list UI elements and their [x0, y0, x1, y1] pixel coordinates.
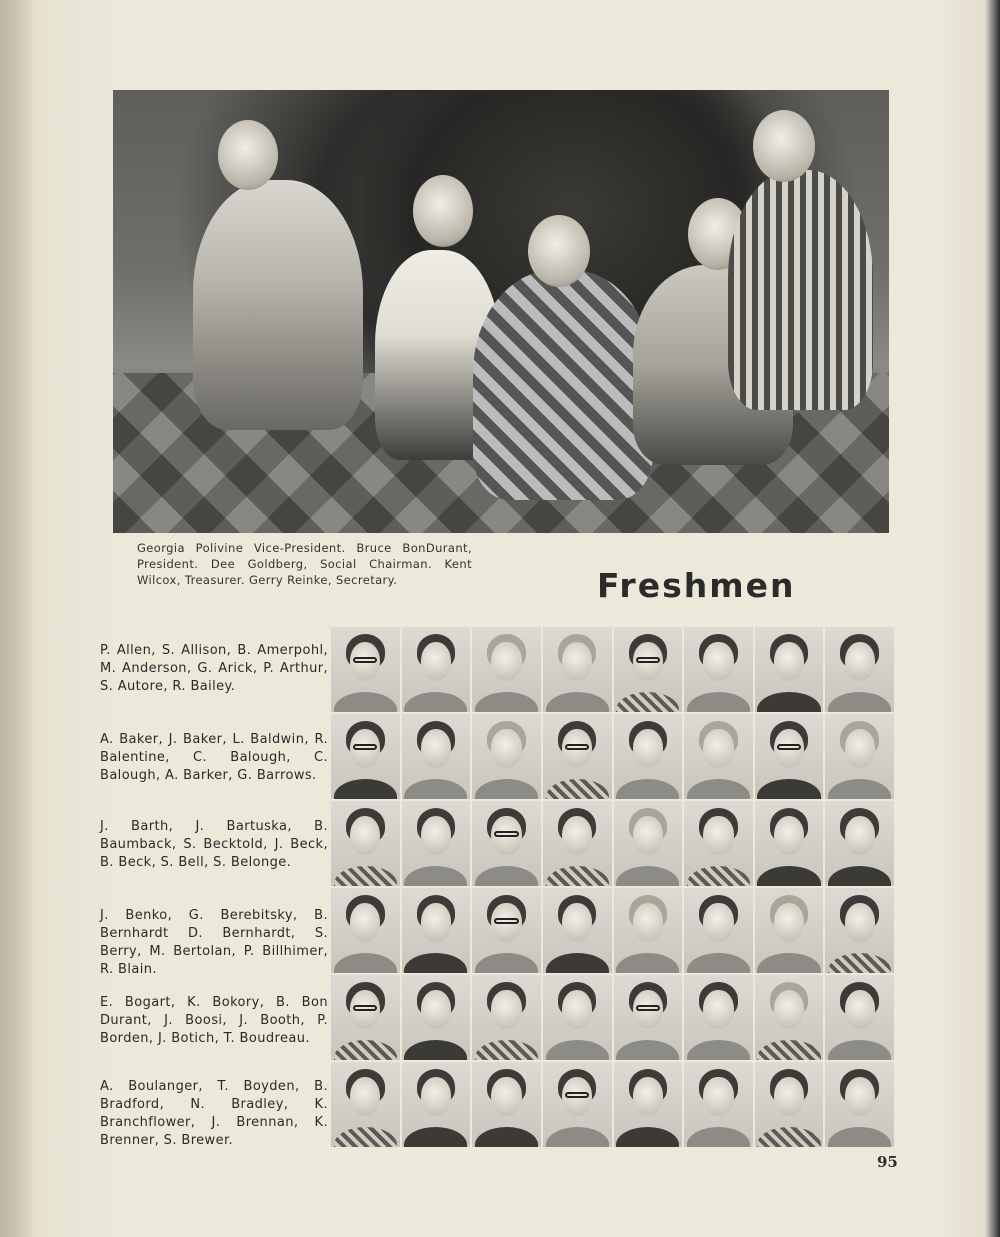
portrait [543, 975, 612, 1060]
portrait [543, 1062, 612, 1147]
section-title: Freshmen [597, 566, 796, 605]
name-row-6: A. Boulanger, T. Boyden, B. Bradford, N. Bradley, K. Branchflower, J. Brennan, K. Brenner, S. Brewer. [100, 1079, 328, 1148]
portrait [755, 1062, 824, 1147]
portrait [402, 627, 471, 712]
portrait [614, 888, 683, 973]
portrait [472, 888, 541, 973]
portrait [825, 888, 894, 973]
officers-group-photo [113, 90, 889, 533]
portrait [472, 801, 541, 886]
portrait [684, 714, 753, 799]
portrait [331, 975, 400, 1060]
portrait [825, 1062, 894, 1147]
portrait [614, 714, 683, 799]
name-row-1: P. Allen, S. Allison, B. Amerpohl, M. Anderson, G. Arick, P. Arthur, S. Autore, R. Bailey. [100, 643, 328, 694]
person-5 [728, 170, 873, 410]
portrait [402, 888, 471, 973]
portrait [331, 888, 400, 973]
name-row-5: E. Bogart, K. Bokory, B. Bon Durant, J. Boosi, J. Booth, P. Borden, J. Botich, T. Boudreau. [100, 995, 328, 1046]
portrait [755, 627, 824, 712]
portrait [825, 714, 894, 799]
name-row-4: J. Benko, G. Berebitsky, B. Bernhardt D. Bernhardt, S. Berry, M. Bertolan, P. Billhimer, R. Blain. [100, 908, 328, 977]
portrait [402, 1062, 471, 1147]
portrait [614, 627, 683, 712]
portrait [614, 801, 683, 886]
portrait-grid [331, 627, 894, 1147]
person-3 [473, 270, 653, 500]
portrait [472, 1062, 541, 1147]
photo-caption: Georgia Polivine Vice-President. Bruce BonDurant, President. Dee Goldberg, Social Chairman. Kent Wilcox, Treasurer. Gerry Reinke, Secretary. [137, 541, 472, 587]
person-5-head [753, 110, 815, 182]
portrait [331, 801, 400, 886]
portrait [614, 1062, 683, 1147]
portrait [614, 975, 683, 1060]
portrait [472, 975, 541, 1060]
portrait [331, 1062, 400, 1147]
name-row-3: J. Barth, J. Bartuska, B. Baumback, S. Becktold, J. Beck, B. Beck, S. Bell, S. Belonge. [100, 819, 328, 870]
portrait [825, 975, 894, 1060]
portrait [684, 1062, 753, 1147]
portrait [684, 801, 753, 886]
portrait [472, 714, 541, 799]
portrait [825, 801, 894, 886]
person-3-head [528, 215, 590, 287]
person-2-head [413, 175, 473, 247]
name-row-2: A. Baker, J. Baker, L. Baldwin, R. Balentine, C. Balough, C. Balough, A. Barker, G. Barrows. [100, 732, 328, 783]
portrait [684, 627, 753, 712]
portrait [543, 801, 612, 886]
portrait [755, 714, 824, 799]
portrait [331, 627, 400, 712]
portrait [543, 627, 612, 712]
portrait [543, 888, 612, 973]
portrait [402, 801, 471, 886]
binding-shadow [0, 0, 34, 1237]
portrait [543, 714, 612, 799]
portrait [331, 714, 400, 799]
portrait [755, 975, 824, 1060]
person-1 [193, 180, 363, 430]
portrait [472, 627, 541, 712]
portrait [684, 888, 753, 973]
person-1-head [218, 120, 278, 190]
portrait [402, 975, 471, 1060]
portrait [402, 714, 471, 799]
portrait [755, 888, 824, 973]
page-number: 95 [877, 1153, 898, 1171]
portrait [825, 627, 894, 712]
portrait [684, 975, 753, 1060]
portrait [755, 801, 824, 886]
